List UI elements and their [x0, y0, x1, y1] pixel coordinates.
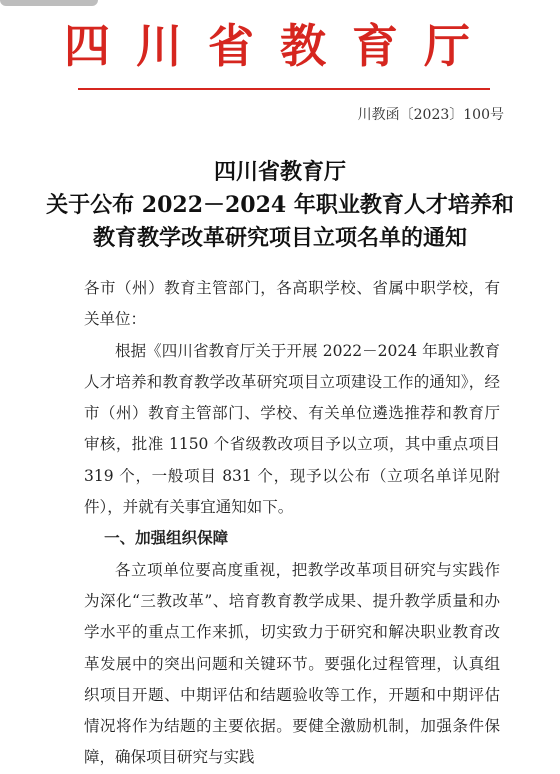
section-heading-1: 一、加强组织保障: [104, 529, 229, 548]
title-line-3: 教育教学改革研究项目立项名单的通知: [92, 225, 467, 251]
header-red-rule: [78, 88, 490, 90]
paragraph-intro: 根据《四川省教育厅关于开展 2022－2024 年职业教育人才培养和教育教学改革研究项目立项建设工作的通知》，经市（州）教育主管部门、学校、有关单位遴选推荐和教育厅审核，批准 1150 个省级教改项目予以立项，其中重点项目 319 个，一般项目 831 个，现予以公布（立项名单详见附件），并就有关事宜通知如下。: [84, 341, 500, 517]
document-header: [0, 0, 560, 92]
document-number: 川教函〔2023〕100号: [357, 107, 504, 123]
title-line-1: 四川省教育厅: [213, 159, 346, 185]
notice-title: [0, 156, 560, 255]
title-line-2: 关于公布 2022－2024 年职业教育人才培养和: [46, 192, 514, 218]
salutation: 各市（州）教育主管部门，各高职学校、省属中职学校，有关单位：: [84, 279, 500, 329]
paragraph-organization: 各立项单位要高度重视，把教学改革项目研究与实践作为深化“三教改革”、培育教育教学成果、提升教学质量和办学水平的重点工作来抓，切实致力于研究和解决职业教育改革发展中的突出问题和关键环节。要强化过程管理，认真组织项目开题、中期评估和结题验收等工作，开题和中期评估情况将作为结题的主要依据。要健全激励机制，加强条件保障，确保项目研究与实践: [84, 560, 500, 767]
notice-body: [84, 273, 500, 774]
issuer-title: 四川省教育厅: [64, 19, 496, 73]
